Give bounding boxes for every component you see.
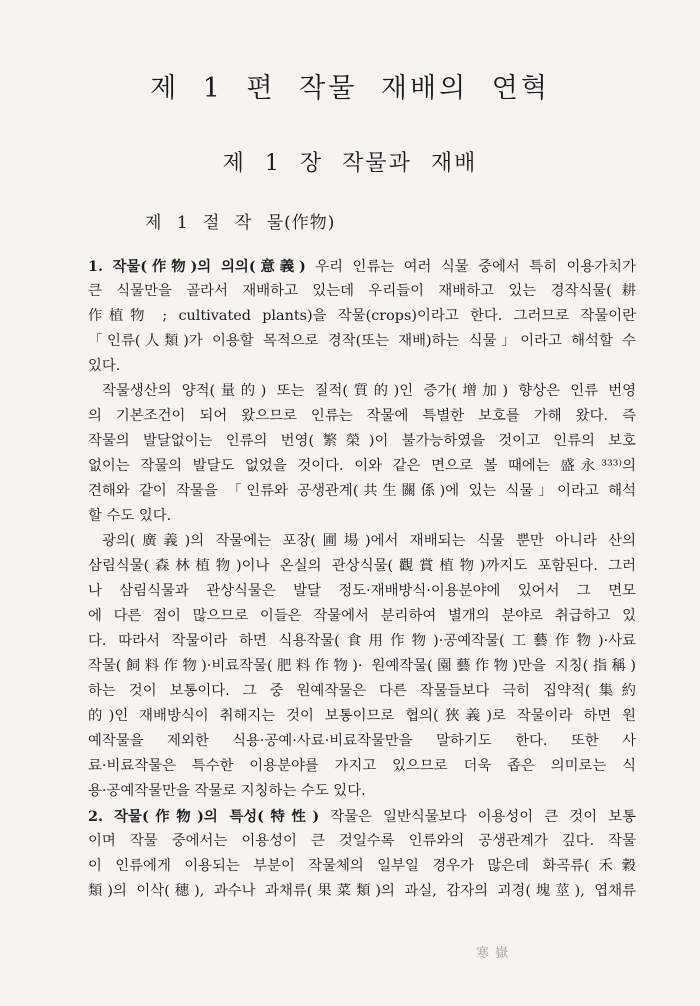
paragraph	[88, 254, 636, 379]
text-line: 나 삼림식물과 관상식물은 발달 정도·재배방식·이용분야에 있어서 그 면모	[88, 583, 636, 599]
paragraph	[88, 379, 636, 529]
text-line: 類)의 이삭(穗), 과수나 과채류(果菜類)의 과실, 감자의 괴경(塊莖), 엽채류	[88, 883, 636, 899]
text-line: 료·비료작물은 특수한 이용분야를 가지고 있으므로 더욱 좁은 의미로는 식	[88, 758, 636, 774]
text-line: 다. 따라서 작물이라 하면 식용작물(食用作物)·공예작물(工藝作物)·사료	[88, 633, 636, 649]
text-line: 견해와 같이 작물을 「인류와 공생관계(共生關係)에 있는 식물」이라고 해석	[88, 483, 636, 499]
text-line: 작물생산의 양적(量的) 또는 질적(質的)인 증가(增加) 향상은 인류 번영	[102, 383, 636, 399]
text-line: 이며 작물 중에서는 이용성이 큰 것일수록 인류와의 공생관계가 깊다. 작물	[88, 833, 636, 849]
text-line: 있다.	[88, 358, 121, 374]
part-title: 제 1 편 작물 재배의 연혁	[150, 73, 550, 104]
text-line	[88, 804, 636, 829]
item-number: 2.	[88, 808, 104, 825]
item-heading: 작물(作物)의 의의(意義)	[112, 258, 306, 275]
text-line: 의 기본조건이 되어 왔으므로 인류는 작물에 특별한 보호를 가해 왔다. 즉	[88, 408, 636, 424]
text-line: 큰 식물만을 골라서 재배하고 있는데 우리들이 재배하고 있는 경작식물(耕	[88, 283, 636, 299]
library-stamp: 寒 嶽	[476, 946, 510, 961]
text-line: 에 다른 점이 많으므로 이들은 작물에서 분리하여 별개의 분야로 취급하고 있	[88, 608, 636, 624]
text-line: 없이는 작물의 발달도 없었을 것이다. 이와 같은 면으로 볼 때에는 盛永³³³⁾의	[88, 458, 636, 474]
text-line: 하는 것이 보통이다. 그 중 원예작물은 다른 작물들보다 극히 집약적(集約	[88, 683, 636, 699]
text-line: 할 수도 있다.	[88, 508, 172, 524]
text-line: 광의(廣義)의 작물에는 포장(圃場)에서 재배되는 식물 뿐만 아니라 산의	[102, 533, 636, 549]
section-title: 제 1 절 작 물(作物)	[145, 213, 336, 233]
line-text: 우리 인류는 여러 식물 중에서 특히 이용가치가	[315, 259, 636, 275]
text-line: 的)인 재배방식이 취해지는 것이 보통이므로 협의(狹義)로 작물이라 하면 원	[88, 708, 636, 724]
text-line: 작물의 발달없이는 인류의 번영(繁榮)이 불가능하였을 것이고 인류의 보호	[88, 433, 636, 449]
body-text	[88, 254, 636, 904]
text-line: 「인류(人類)가 이용할 목적으로 경작(또는 재배)하는 식물」이라고 해석할 수	[88, 333, 636, 349]
text-line: 용·공예작물만을 작물로 지칭하는 수도 있다.	[88, 783, 366, 799]
item-number: 1.	[88, 258, 104, 275]
item-heading: 작물(作物)의 특성(特性)	[114, 808, 320, 825]
text-line: 이 인류에게 이용되는 부분이 작물체의 일부일 경우가 많은데 화곡류(禾穀	[88, 858, 636, 874]
text-line	[88, 254, 636, 279]
paragraph	[88, 804, 636, 904]
line-text: 작물은 일반식물보다 이용성이 큰 것이 보통	[330, 809, 636, 825]
text-line: 作植物 ; cultivated plants)을 작물(crops)이라고 한다. 그러므로 작물이란	[88, 308, 636, 324]
text-line: 예작물을 제외한 식용·공예·사료·비료작물만을 말하기도 한다. 또한 사	[88, 733, 636, 749]
paragraph	[88, 529, 636, 804]
text-line: 삼림식물(森林植物)이나 온실의 관상식물(觀賞植物)까지도 포함된다. 그러	[88, 558, 636, 574]
text-line: 작물(飼料作物)·비료작물(肥料作物)· 원예작물(園藝作物)만을 지칭(指稱)	[88, 658, 636, 674]
chapter-title: 제 1 장 작물과 재배	[222, 151, 478, 176]
